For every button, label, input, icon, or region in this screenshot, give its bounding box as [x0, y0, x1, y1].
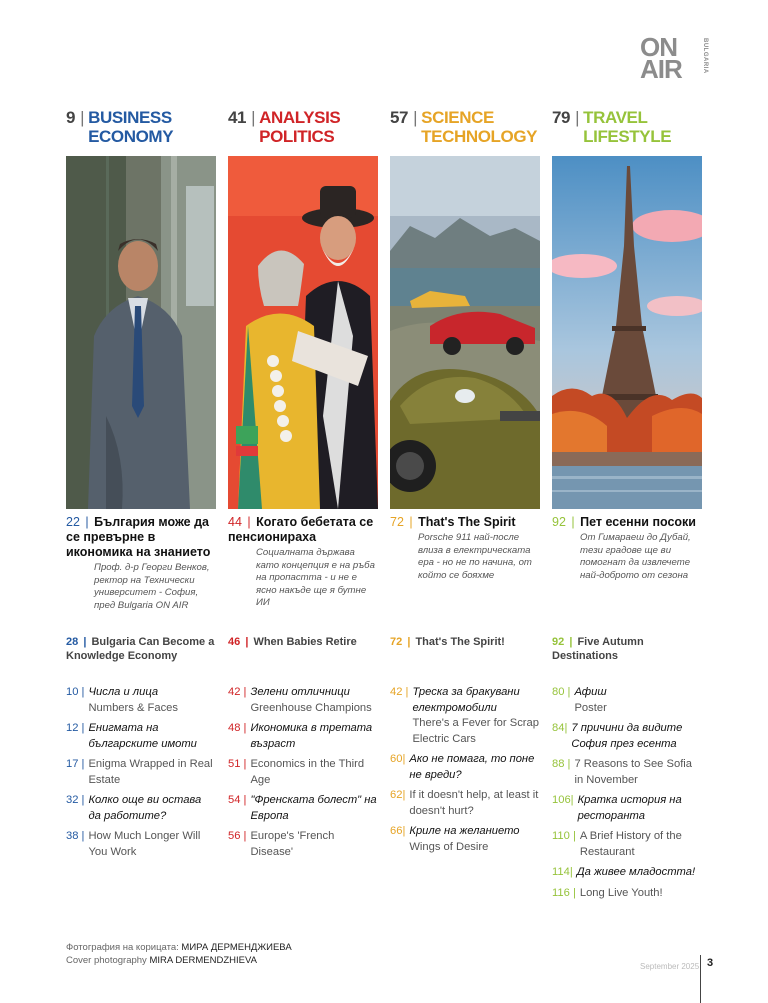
feature-english-page: 92 — [552, 636, 565, 648]
section-analysis-politics — [228, 108, 378, 865]
list-item[interactable] — [228, 685, 378, 716]
item-page: 17 | — [66, 758, 85, 770]
item-page: 84| — [552, 722, 568, 734]
list-item[interactable] — [552, 757, 702, 788]
list-item[interactable] — [66, 793, 216, 824]
section-separator: | — [413, 108, 418, 127]
feature-description: Проф. д-р Георги Венков, ректор на Технически университет - София, пред Bulgaria ON AIR — [94, 562, 210, 611]
article-list — [552, 685, 702, 901]
section-business-economy — [66, 108, 216, 865]
credit-en-name: MIRA DERMENDZHIEVA — [149, 955, 257, 966]
item-title-en: How Much Longer Will You Work — [88, 830, 201, 858]
item-title-en: Greenhouse Champions — [250, 701, 372, 714]
item-title-en: Wings of Desire — [409, 840, 489, 853]
credit-bg-label: Фотография на корицата: — [66, 942, 182, 953]
feature-english[interactable] — [66, 635, 216, 685]
business-photo[interactable] — [66, 156, 216, 509]
list-item[interactable] — [390, 752, 540, 783]
section-title-2[interactable]: LIFESTYLE — [583, 127, 672, 146]
item-title-bg: Треска за бракувани електромобили — [412, 686, 520, 714]
feature-story[interactable] — [228, 515, 378, 635]
feature-english[interactable] — [552, 635, 702, 685]
item-title-en: Numbers & Faces — [88, 701, 178, 714]
section-header — [66, 108, 216, 156]
section-header — [228, 108, 378, 156]
issue-date: September 2025 — [640, 962, 700, 971]
feature-title[interactable]: Когато бебетата се пенсионираха — [228, 515, 374, 544]
item-page: 66| — [390, 825, 406, 837]
item-title-en: If it doesn't help, at least it doesn't hurt? — [409, 789, 539, 817]
section-page-number[interactable]: 79 — [552, 108, 571, 127]
feature-title[interactable]: България може да се превърне в икономика на знанието — [66, 515, 211, 559]
item-page: 56 | — [228, 830, 247, 842]
item-page: 42 | — [228, 686, 247, 698]
feature-separator: | — [247, 515, 251, 529]
feature-english-title[interactable]: Bulgaria Can Become a Knowledge Economy — [66, 636, 215, 662]
section-page-number[interactable]: 57 — [390, 108, 409, 127]
feature-story[interactable] — [66, 515, 216, 635]
item-page: 114| — [552, 866, 573, 878]
item-page: 32 | — [66, 794, 85, 806]
item-title-bg: Афиш — [574, 686, 607, 698]
list-item[interactable] — [552, 721, 702, 752]
item-page: 38 | — [66, 830, 85, 842]
section-separator: | — [575, 108, 580, 127]
feature-separator: | — [85, 515, 89, 529]
footer-divider — [700, 955, 701, 1003]
credit-en-label: Cover photography — [66, 955, 150, 966]
item-page: 88 | — [552, 758, 571, 770]
article-list — [66, 685, 216, 860]
item-title-en: Economics in the Third Age — [250, 758, 365, 786]
list-item[interactable] — [390, 685, 540, 747]
feature-page-number: 92 — [552, 515, 566, 529]
list-item[interactable] — [552, 829, 702, 860]
feature-separator: | — [571, 515, 575, 529]
eiffel-tower-image — [552, 156, 702, 509]
item-page: 48 | — [228, 722, 247, 734]
section-header — [390, 108, 540, 156]
feature-english-page: 72 — [390, 636, 403, 648]
item-title-bg: 7 причини да видите София през есента — [571, 722, 683, 750]
item-title-en: 7 Reasons to See Sofia in November — [574, 758, 693, 786]
page-number: 3 — [707, 957, 714, 969]
item-page: 42 | — [390, 686, 409, 698]
list-item[interactable] — [66, 685, 216, 716]
feature-english-title[interactable]: That's The Spirit! — [415, 636, 505, 648]
science-photo[interactable] — [390, 156, 540, 509]
list-item[interactable] — [552, 685, 702, 716]
cover-photo-credit — [66, 941, 292, 967]
section-separator: | — [251, 108, 256, 127]
item-page: 110 | — [552, 830, 576, 842]
list-item[interactable] — [66, 829, 216, 860]
list-item[interactable] — [66, 757, 216, 788]
item-page: 116 | — [552, 886, 576, 899]
item-page: 80 | — [552, 686, 571, 698]
list-item[interactable] — [228, 829, 378, 860]
feature-story[interactable] — [390, 515, 540, 635]
item-title-bg: Колко още ви остава да работите? — [88, 794, 202, 822]
feature-english-title[interactable]: Five Autumn Destinations — [552, 636, 644, 662]
logo-line-2: AIR — [640, 54, 682, 84]
item-page: 62| — [390, 789, 406, 801]
feature-description: Porsche 911 най-после влиза в електрическата ера - но не по начина, от който се бояхме — [418, 532, 532, 581]
section-title-1[interactable]: TRAVEL — [583, 108, 648, 127]
feature-english-separator: | — [569, 636, 573, 648]
feature-page-number: 72 — [390, 515, 404, 529]
portrait-man-image — [66, 156, 216, 509]
item-title-bg: Числа и лица — [88, 686, 159, 698]
item-page: 51 | — [228, 758, 247, 770]
section-page-number[interactable]: 41 — [228, 108, 247, 127]
feature-english-separator: | — [407, 636, 411, 648]
item-title-bg: "Френската болест" на Европа — [250, 794, 377, 822]
list-item[interactable] — [552, 886, 702, 902]
feature-story[interactable] — [552, 515, 702, 635]
feature-english[interactable] — [390, 635, 540, 685]
feature-title[interactable]: Пет есенни посоки — [580, 515, 696, 529]
section-separator: | — [80, 108, 85, 127]
porsche-cars-image — [390, 156, 540, 509]
item-title-bg: Зелени отличници — [250, 686, 350, 698]
analysis-photo[interactable] — [228, 156, 378, 509]
feature-english-title[interactable]: When Babies Retire — [253, 636, 357, 648]
item-page: 10 | — [66, 686, 85, 698]
item-title-bg: Да живее младостта! — [576, 866, 696, 878]
credit-bg-name: МИРА ДЕРМЕНДЖИЕВА — [181, 942, 292, 953]
item-page: 106| — [552, 794, 574, 806]
section-science-technology — [390, 108, 540, 860]
section-title-1[interactable]: SCIENCE — [421, 108, 494, 127]
feature-description: От Гимараеш до Дубай, тези градове ще ви помогнат да извлечете най-доброто от сезона — [580, 532, 691, 581]
item-title-en: Long Live Youth! — [579, 886, 663, 899]
travel-photo[interactable] — [552, 156, 702, 509]
section-title-2[interactable]: ECONOMY — [88, 127, 174, 146]
on-air-logo — [636, 34, 746, 82]
item-title-bg: Ако не помага, то поне не вреди? — [409, 753, 535, 781]
feature-page-number: 22 — [66, 515, 80, 529]
list-item[interactable] — [390, 824, 540, 855]
list-item[interactable] — [66, 721, 216, 752]
section-page-number[interactable]: 9 — [66, 108, 76, 127]
article-list — [390, 685, 540, 855]
feature-page-number: 44 — [228, 515, 242, 529]
list-item[interactable] — [228, 793, 378, 824]
list-item[interactable] — [390, 788, 540, 819]
feature-english-page: 28 — [66, 636, 79, 648]
logo-country: BULGARIA — [702, 38, 708, 74]
list-item[interactable] — [228, 757, 378, 788]
item-page: 54 | — [228, 794, 247, 806]
item-title-en: Europe's 'French Disease' — [250, 830, 335, 858]
feature-english-separator: | — [83, 636, 87, 648]
elderly-couple-image — [228, 156, 378, 509]
item-title-bg: Икономика в третата възраст — [250, 722, 373, 750]
feature-separator: | — [409, 515, 413, 529]
item-title-en: A Brief History of the Restaurant — [579, 830, 682, 858]
feature-english[interactable] — [228, 635, 378, 685]
item-title-en: There's a Fever for Scrap Electric Cars — [412, 717, 539, 745]
list-item[interactable] — [228, 721, 378, 752]
section-title-1[interactable]: ANALYSIS — [259, 108, 341, 127]
item-title-bg: Енигмата на българските имоти — [88, 722, 197, 750]
feature-description: Социалната държава като концепция е на ръба на пропастта - и не е ясно накъде ще я бутне ИИ — [256, 547, 375, 608]
section-header — [552, 108, 702, 156]
section-title-2[interactable]: TECHNOLOGY — [421, 127, 538, 146]
list-item[interactable] — [552, 793, 702, 824]
feature-english-separator: | — [245, 636, 249, 648]
feature-english-page: 46 — [228, 636, 241, 648]
item-title-en: Enigma Wrapped in Real Estate — [88, 758, 213, 786]
section-title-1[interactable]: BUSINESS — [88, 108, 172, 127]
item-page: 60| — [390, 753, 406, 765]
section-title-2[interactable]: POLITICS — [259, 127, 335, 146]
item-title-bg: Кратка история на ресторанта — [577, 794, 682, 822]
item-title-bg: Криле на желанието — [409, 825, 520, 837]
section-travel-lifestyle — [552, 108, 702, 906]
item-page: 12 | — [66, 722, 85, 734]
list-item[interactable] — [552, 865, 702, 881]
feature-title[interactable]: That's The Spirit — [418, 515, 516, 529]
article-list — [228, 685, 378, 860]
logo-line-1: ON — [640, 32, 677, 62]
item-title-en: Poster — [574, 701, 607, 714]
